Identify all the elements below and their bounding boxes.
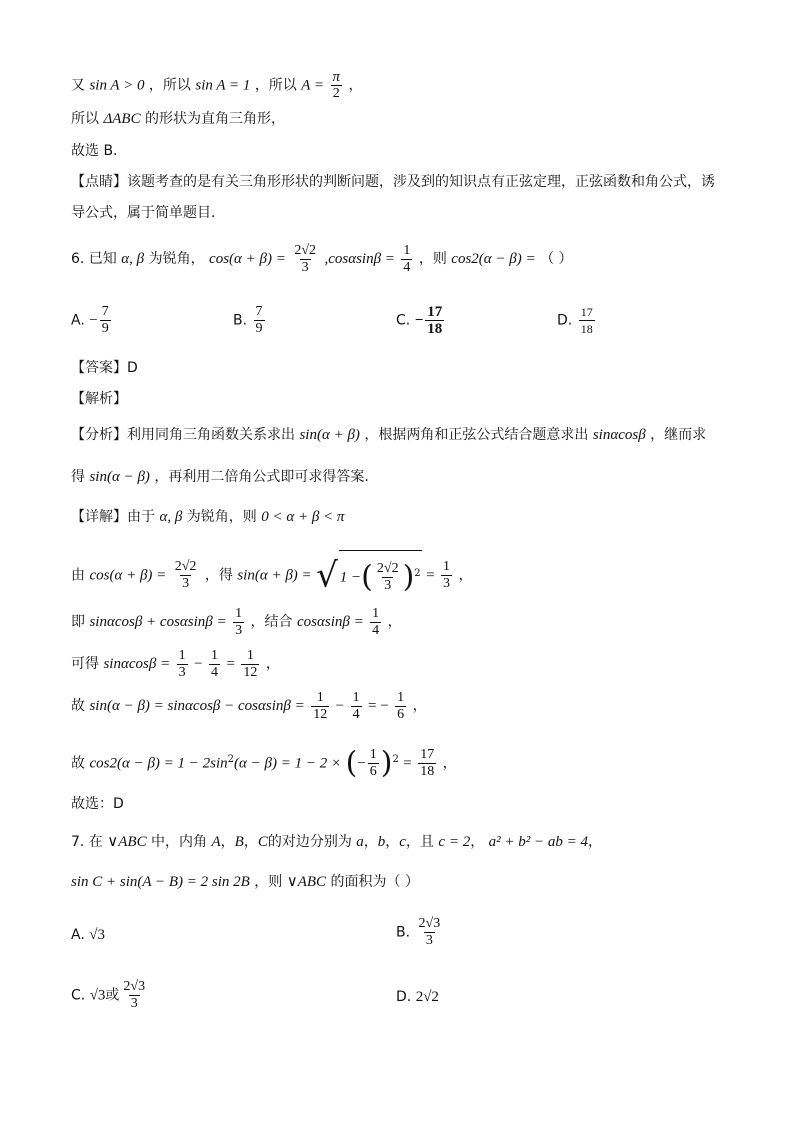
formula: =: [226, 656, 235, 672]
formula: ΔABC: [103, 111, 141, 127]
formula: b: [377, 834, 386, 850]
fraction: [100, 304, 111, 337]
fraction: [177, 648, 188, 681]
denominator: 3: [301, 259, 309, 275]
fraction: [395, 690, 406, 723]
formula: 1 −: [339, 569, 362, 586]
formula: A: [211, 834, 221, 850]
numerator: 17: [420, 747, 435, 763]
option-label: B.: [396, 924, 411, 941]
text: 7. 在: [71, 834, 103, 850]
option-label: C.: [396, 312, 411, 329]
text: ，: [220, 834, 235, 850]
denominator: 9: [255, 321, 263, 336]
q6-option-a: [71, 304, 113, 337]
paren-close: ): [380, 745, 393, 781]
text: ，: [412, 698, 427, 714]
text: ，结合: [250, 614, 293, 630]
formula: −: [357, 755, 366, 772]
sign: −: [414, 312, 424, 329]
comment-line-1: 【点睛】该题考查的是有关三角形形状的判断问题，涉及到的知识点有正弦定理，正弦函数和角公式，诱: [71, 174, 715, 190]
text: 所以: [71, 111, 99, 127]
q6-option-c: [396, 304, 446, 337]
text: 故: [71, 698, 85, 714]
text: ，得: [204, 567, 233, 584]
numerator: 1: [246, 647, 254, 663]
fraction: [441, 559, 452, 592]
formula: sin(α − β) = sinαcosβ − cosαsinβ =: [89, 698, 305, 714]
text: 【分析】利用同角三角函数关系求出: [71, 427, 295, 443]
fraction: [579, 304, 595, 337]
denominator: 18: [427, 321, 443, 337]
text: ，: [363, 834, 378, 850]
text: 为锐角，则: [186, 509, 257, 525]
option-label: D.: [557, 312, 573, 329]
choice-conclusion: 故选 B.: [71, 143, 118, 159]
solution-line-2: [71, 109, 285, 129]
sign: −: [89, 312, 98, 329]
text: ，所以: [254, 77, 297, 94]
formula: cos2(α − β) = 1 − 2sin: [89, 755, 228, 772]
text: ，: [387, 614, 402, 630]
question-6-stem: [71, 240, 573, 278]
denominator: 4: [372, 622, 380, 638]
detail-line-3: [71, 603, 402, 641]
comment-line-2: 导公式，属于简单题目.: [71, 205, 216, 221]
denominator: 3: [384, 578, 392, 594]
denominator: 18: [420, 764, 435, 780]
formula: cos2(α − β) =: [451, 251, 536, 267]
option-value: √3: [89, 987, 106, 1004]
text: ，则: [254, 874, 283, 890]
q7-option-d: [396, 987, 439, 1007]
detail-line-2: [71, 550, 473, 601]
q6-option-d: [557, 304, 597, 337]
formula: α, β: [159, 509, 183, 525]
denominator: 12: [313, 706, 328, 722]
formula: −: [194, 656, 203, 672]
formula: ∨ABC: [107, 834, 147, 850]
numerator: 1: [235, 605, 243, 621]
formula: 0 < α + β < π: [261, 509, 345, 525]
paren-close: ): [402, 559, 415, 595]
formula: α, β: [121, 251, 145, 267]
numerator: 7: [255, 304, 263, 319]
option-label: C.: [71, 987, 86, 1004]
sqrt-sign-icon: √: [316, 555, 338, 596]
text: 的对边分别为: [267, 834, 352, 850]
q7-option-b: [396, 916, 444, 949]
text: 的面积为（ ）: [330, 874, 419, 890]
fraction: [370, 606, 381, 639]
formula: c: [399, 834, 406, 850]
denominator: 4: [403, 259, 411, 275]
formula: a: [356, 834, 364, 850]
solution-line-1: [71, 69, 362, 102]
text: ，继而求: [650, 427, 707, 443]
formula: sin A = 1: [195, 77, 251, 94]
option-label: D.: [396, 989, 412, 1005]
analysis-heading: 【解析】: [71, 391, 127, 407]
numerator: 17: [427, 304, 443, 320]
denominator: 2: [332, 86, 340, 101]
analysis-line-2: [71, 467, 369, 487]
formula: c = 2: [438, 834, 471, 850]
formula: (α − β) = 1 − 2 ×: [234, 755, 342, 772]
formula: =: [403, 755, 412, 772]
denominator: 9: [101, 321, 109, 336]
q6-option-b: [233, 304, 267, 337]
text: ，: [265, 656, 280, 672]
formula: A =: [301, 77, 325, 94]
text: ，再利用二倍角公式即可求得答案.: [154, 469, 369, 485]
numerator: 1: [211, 647, 218, 663]
text: 中，内角: [151, 834, 208, 850]
fraction: [254, 304, 265, 337]
denominator: 18: [580, 322, 593, 336]
question-7-line-2: [71, 872, 419, 892]
option-label: A.: [71, 927, 85, 943]
numerator: 1: [443, 558, 451, 574]
fraction: [418, 747, 436, 780]
exponent: 2: [414, 568, 421, 579]
fraction: [368, 747, 379, 780]
denominator: 6: [369, 764, 377, 780]
detail-line-4: [71, 645, 280, 683]
fraction: [330, 69, 342, 102]
formula: sin(α + β): [299, 427, 360, 443]
detail-line-5: [71, 687, 427, 725]
analysis-line-1: [71, 425, 706, 445]
denominator: 3: [235, 622, 243, 638]
text: 由: [71, 567, 85, 584]
fraction: [233, 606, 244, 639]
q7-option-a: [71, 925, 105, 945]
denominator: 3: [130, 996, 138, 1011]
formula: sin(α + β) =: [237, 567, 312, 584]
fraction: [311, 690, 329, 723]
numerator: 1: [403, 242, 411, 258]
denominator: 3: [178, 664, 186, 680]
formula: cos(α + β) =: [209, 251, 286, 267]
text: ，: [348, 77, 363, 94]
denominator: 12: [243, 664, 258, 680]
numerator: 1: [397, 689, 405, 705]
numerator: 1: [352, 689, 360, 705]
formula: = −: [368, 698, 389, 714]
fraction: [351, 690, 362, 723]
numerator: 1: [316, 689, 324, 705]
exponent: 2: [392, 754, 399, 765]
denominator: 3: [425, 933, 433, 948]
text: 得: [71, 469, 85, 485]
text: ，所以: [148, 77, 191, 94]
detail-line-6: [71, 738, 457, 786]
formula: sinαcosβ + cosαsinβ =: [89, 614, 227, 630]
text: 又: [71, 77, 85, 94]
formula: −: [335, 698, 345, 714]
detail-line-1: [71, 507, 344, 527]
text: ，: [385, 834, 400, 850]
denominator: 3: [182, 575, 190, 591]
fraction: [375, 561, 401, 594]
option-value: √3: [89, 927, 105, 943]
formula: sin C + sin(A − B) = 2 sin 2B: [71, 874, 250, 890]
text: 或: [105, 987, 120, 1004]
fraction: [401, 243, 412, 276]
denominator: 4: [352, 706, 360, 722]
numerator: 1: [178, 647, 186, 663]
final-choice: 故选：D: [71, 796, 124, 812]
text: ，: [588, 834, 603, 850]
numerator: 1: [372, 605, 380, 621]
text: 【详解】由于: [71, 509, 155, 525]
formula: a² + b² − ab = 4: [488, 834, 589, 850]
text: 可得: [71, 656, 99, 672]
numerator: 2√2: [174, 558, 197, 574]
numerator: 2√2: [294, 242, 316, 258]
numerator: 17: [580, 305, 593, 319]
text: 即: [71, 614, 85, 630]
q7-option-c: [71, 979, 149, 1012]
fraction: [417, 916, 443, 949]
formula: cosαsinβ =: [297, 614, 364, 630]
text: ，根据两角和正弦公式结合题意求出: [364, 427, 589, 443]
formula: B: [234, 834, 244, 850]
text: 6. 已知: [71, 251, 117, 267]
text: ，且: [405, 834, 434, 850]
exponent: 2: [227, 754, 235, 765]
option-label: A.: [71, 312, 85, 329]
option-label: B.: [233, 312, 248, 329]
numerator: 7: [101, 304, 109, 319]
numerator: 2√2: [376, 561, 399, 577]
paren-open: (: [361, 559, 373, 595]
question-7-line-1: [71, 832, 602, 852]
text: ，: [470, 834, 485, 850]
denominator: 3: [443, 575, 451, 591]
option-value: 2√2: [415, 989, 439, 1005]
fraction: [121, 979, 147, 1012]
text: ，则: [418, 251, 447, 267]
numerator: 2√3: [123, 979, 146, 994]
formula: ∨ABC: [286, 874, 327, 890]
denominator: 6: [397, 706, 405, 722]
fraction: [425, 304, 444, 337]
text: 的形状为直角三角形，: [145, 111, 286, 127]
text: ，: [442, 755, 457, 772]
numerator: π: [332, 69, 340, 85]
paren-open: (: [345, 745, 358, 781]
formula: sinαcosβ: [592, 427, 646, 443]
text: ，: [243, 834, 258, 850]
sqrt-content: [339, 550, 422, 601]
numerator: 1: [369, 747, 377, 763]
denominator: 4: [211, 664, 218, 680]
formula: sin(α − β): [89, 469, 150, 485]
formula: ,cosαsinβ =: [324, 251, 395, 267]
text: 故: [71, 755, 85, 772]
text: （ ）: [540, 251, 573, 267]
formula: sin A > 0: [89, 77, 145, 94]
text: 为锐角，: [148, 251, 205, 267]
numerator: 2√3: [418, 916, 441, 931]
fraction: [173, 559, 199, 592]
formula: =: [426, 567, 435, 584]
fraction: [241, 648, 259, 681]
text: ，: [458, 567, 473, 584]
formula: C: [257, 834, 268, 850]
formula: cos(α + β) =: [89, 567, 167, 584]
fraction: [292, 243, 318, 276]
fraction: [209, 648, 220, 681]
formula: sinαcosβ =: [103, 656, 171, 672]
answer-label: 【答案】D: [71, 360, 138, 376]
